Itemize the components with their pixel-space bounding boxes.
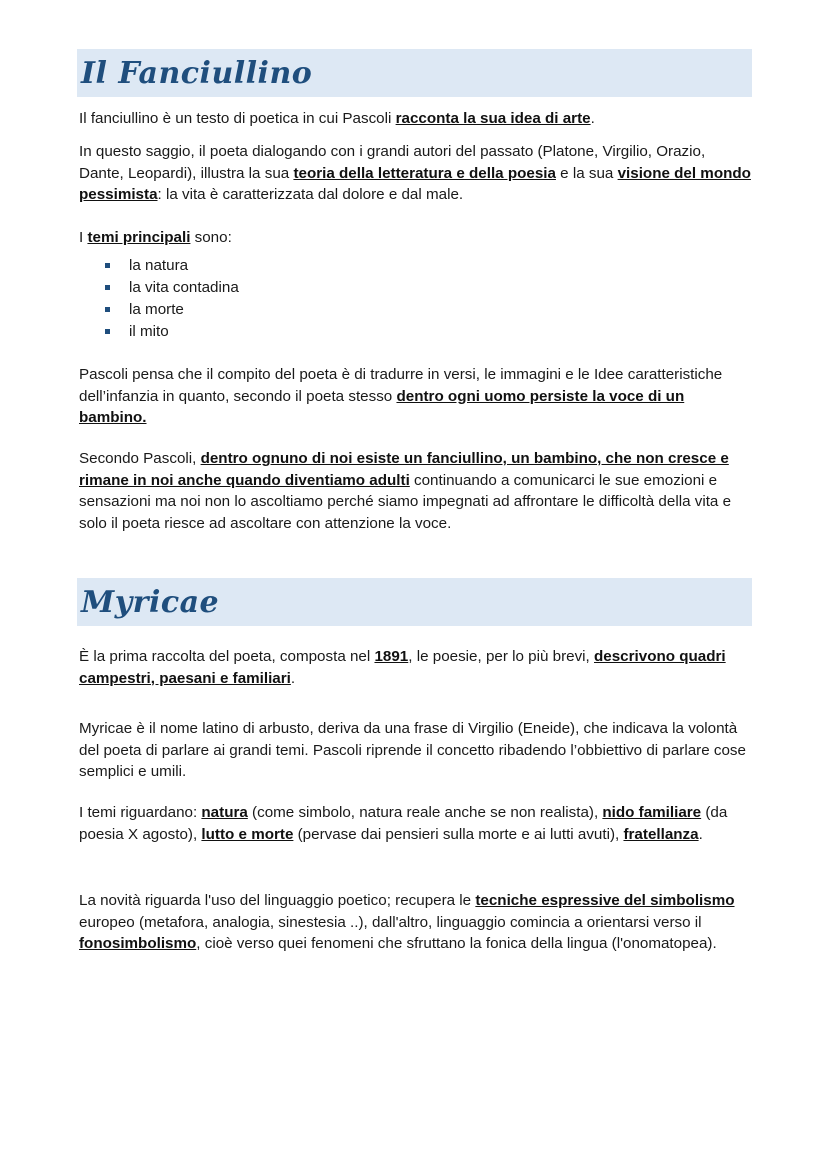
- text: : la vita è caratterizzata dal dolore e dal male.: [157, 186, 464, 203]
- underlined-text: nido familiare: [602, 804, 702, 821]
- text: I temi riguardano:: [79, 804, 202, 821]
- themes-list: [79, 255, 239, 343]
- list-item: [79, 255, 239, 277]
- paragraph: [79, 802, 751, 845]
- paragraph: [79, 890, 751, 955]
- text: .: [290, 669, 296, 687]
- text: La novità riguarda l'uso del linguaggio poetico; recupera le: [79, 892, 476, 909]
- underlined-text: dentro ogni uomo persiste la voce di un bambino.: [79, 387, 685, 426]
- text: , cioè verso quei fenomeni che sfruttano la fonica della lingua (l'onomatopea).: [196, 935, 717, 952]
- section-title: Myricae: [81, 584, 220, 620]
- square-bullet-icon: [105, 307, 110, 312]
- paragraph: [79, 364, 751, 429]
- square-bullet-icon: [105, 285, 110, 290]
- paragraph: [79, 108, 751, 130]
- underlined-text: dentro ognuno di noi esiste un fanciullino, un bambino, che non cresce e rimane in noi anche quando diventiamo adulti: [79, 450, 729, 489]
- underlined-text: tecniche espressive del simbolismo: [475, 892, 735, 909]
- square-bullet-icon: [105, 329, 110, 334]
- underlined-text: fonosimbolismo: [79, 935, 197, 952]
- text: Myricae è il nome latino di arbusto, deriva da una frase di Virgilio (Eneide), che indicava la volontà del poeta di parlare ai grandi temi. Pascoli riprende il concetto ribadendo l’obbiettivo di parlare cose semplici e umili.: [79, 720, 746, 780]
- text: sono:: [190, 229, 232, 246]
- section-heading-myricae: [77, 578, 752, 626]
- underlined-text: visione del mondo pessimista: [79, 164, 751, 203]
- paragraph: [79, 227, 751, 249]
- list-item: [79, 321, 239, 343]
- list-item-text: la morte: [129, 301, 184, 318]
- list-item-text: la vita contadina: [129, 279, 239, 296]
- paragraph: [79, 646, 751, 689]
- text: In questo saggio, il poeta dialogando con i grandi autori del passato (Platone, Virgilio, Orazio, Dante, Leopardi), illustra la sua: [79, 143, 706, 182]
- list-item-text: il mito: [129, 323, 169, 340]
- text: , le poesie, per lo più brevi,: [408, 648, 594, 665]
- section-title: Il Fanciullino: [81, 55, 313, 91]
- list-item: [79, 299, 239, 321]
- text: È la prima raccolta del poeta, composta nel: [79, 648, 375, 665]
- paragraph: [79, 448, 751, 534]
- underlined-text: descrivono quadri campestri, paesani e familiari: [79, 648, 726, 687]
- underlined-text: temi principali: [87, 229, 191, 246]
- text: .: [698, 825, 703, 843]
- section-heading-fanciullino: [77, 49, 752, 97]
- text: (pervase dai pensieri sulla morte e ai lutti avuti),: [293, 825, 624, 843]
- list-item: [79, 277, 239, 299]
- underlined-text: teoria della letteratura e della poesia: [293, 164, 556, 182]
- square-bullet-icon: [105, 263, 110, 268]
- list-item-text: la natura: [129, 257, 189, 274]
- text: Pascoli pensa che il compito del poeta è di tradurre in versi, le immagini e le Idee caratteristiche dell’infanzia in quanto, secondo il poeta stesso: [79, 366, 723, 405]
- text: (come simbolo, natura reale anche se non realista),: [247, 804, 603, 821]
- paragraph: [79, 141, 751, 206]
- text: Secondo Pascoli,: [79, 450, 201, 467]
- text: (da poesia X agosto),: [79, 804, 728, 843]
- underlined-text: natura: [201, 804, 248, 821]
- text: I: [79, 229, 88, 246]
- text: continuando a comunicarci le sue emozioni e sensazioni ma noi non lo ascoltiamo perché siamo impegnati ad affrontare le difficoltà della vita e solo il poeta riesce ad ascoltare con attenzione la voce.: [79, 471, 732, 532]
- underlined-text: racconta la sua idea di arte: [395, 110, 591, 127]
- text: europeo (metafora, analogia, sinestesia ..), dall'altro, linguaggio comincia a orientarsi verso il: [79, 913, 702, 931]
- underlined-text: fratellanza: [623, 825, 699, 843]
- text: e la sua: [555, 164, 618, 182]
- underlined-text: 1891: [374, 648, 409, 665]
- text: .: [590, 110, 595, 127]
- underlined-text: lutto e morte: [201, 825, 294, 843]
- text: Il fanciullino è un testo di poetica in cui Pascoli: [79, 110, 396, 127]
- paragraph: [79, 718, 751, 783]
